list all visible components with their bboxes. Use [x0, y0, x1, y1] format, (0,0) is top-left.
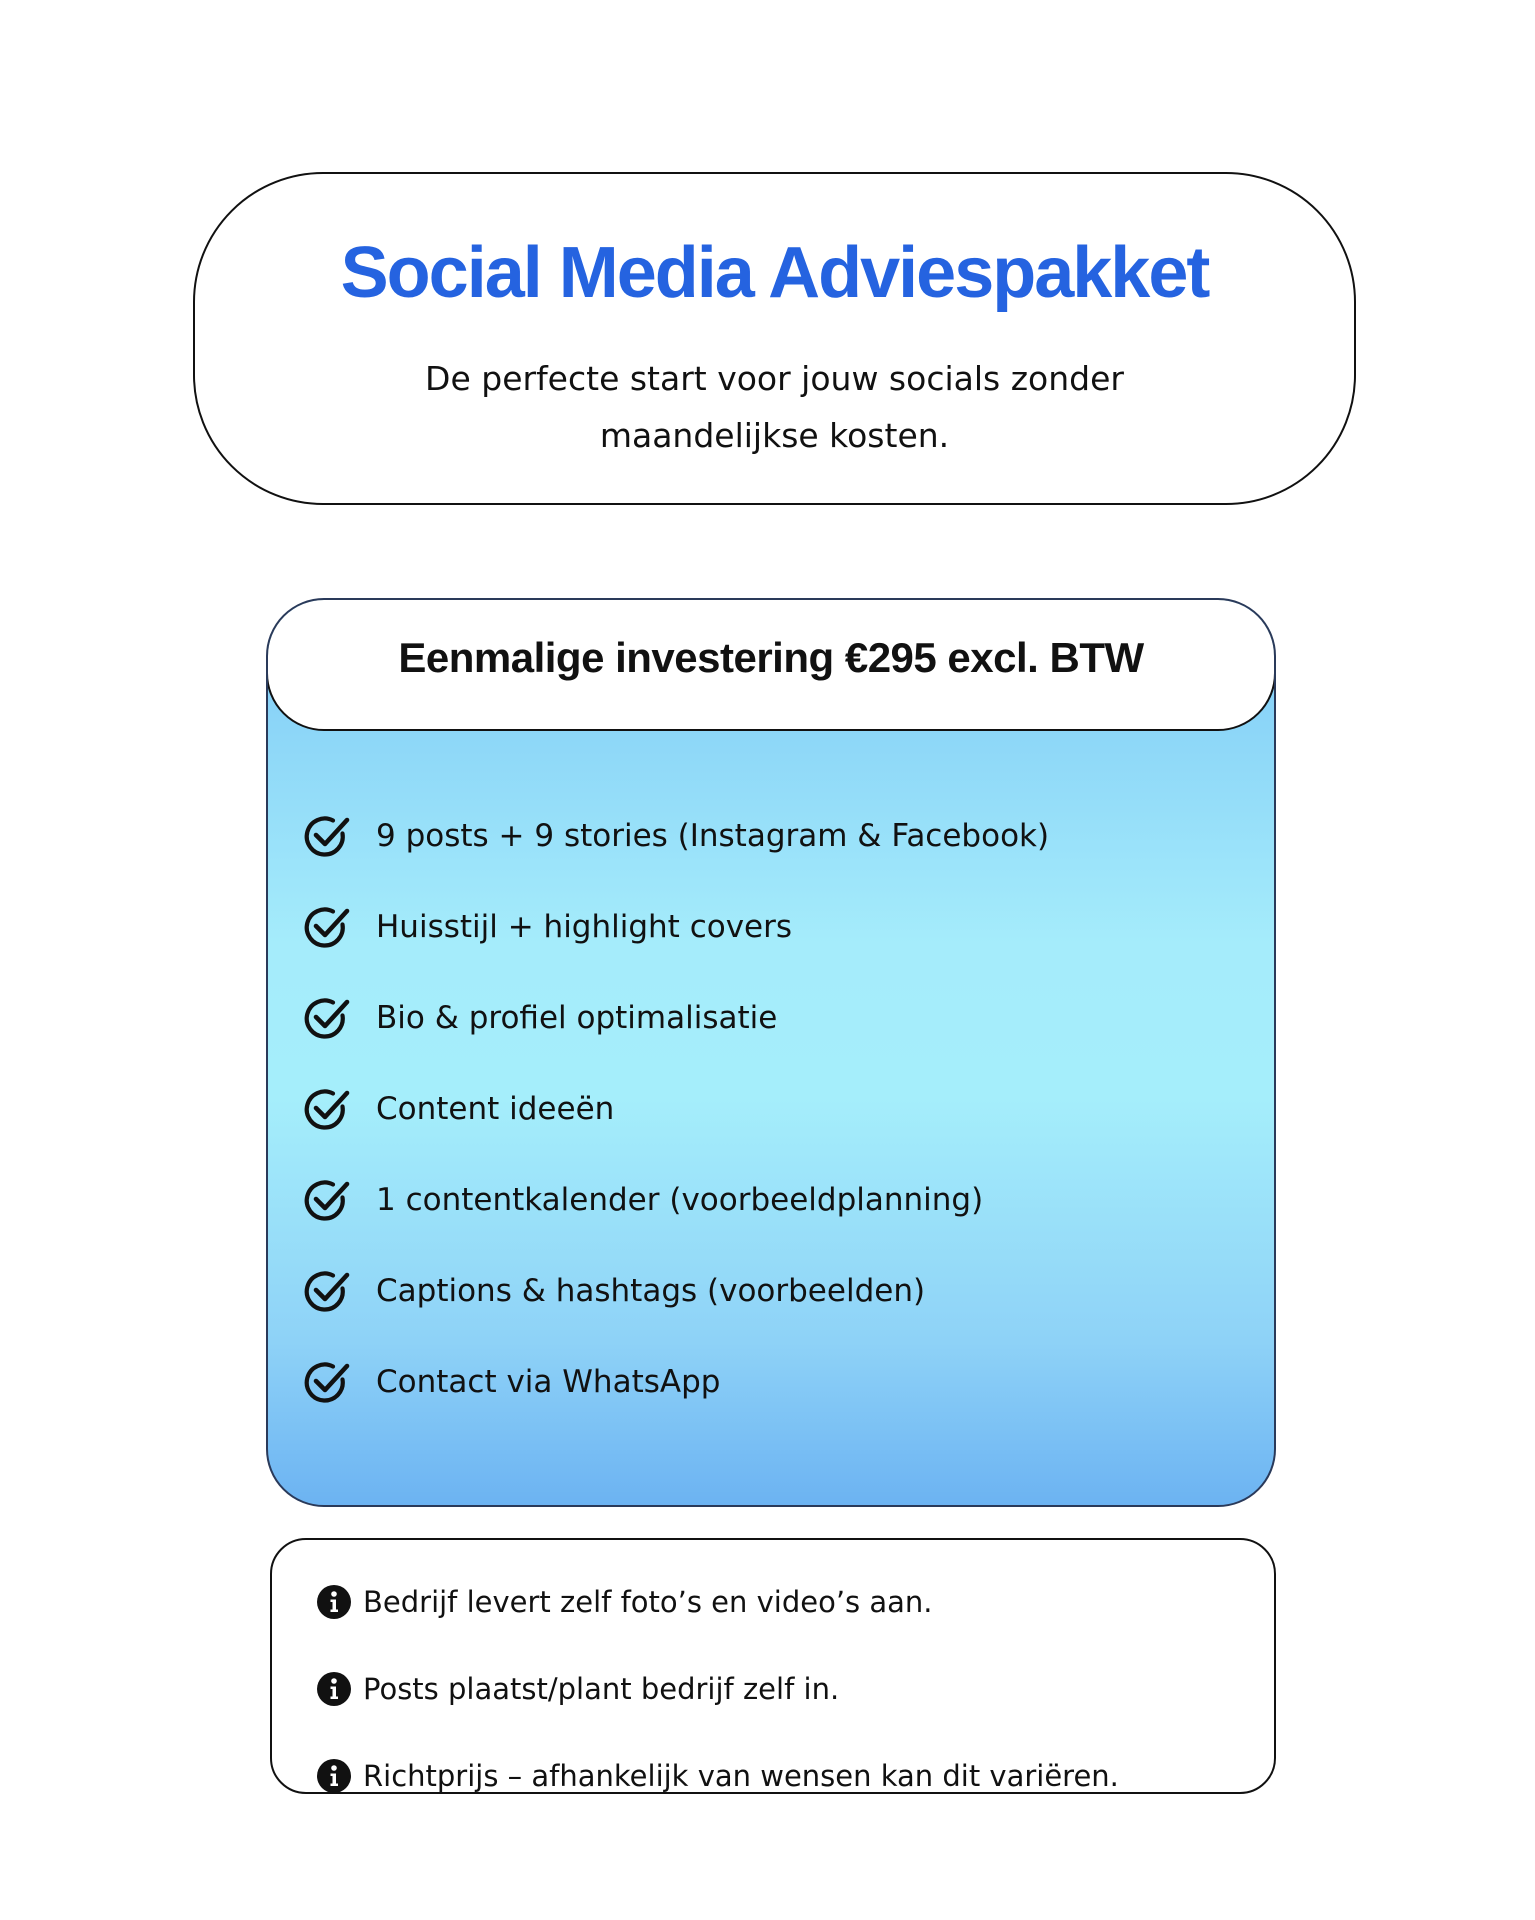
feature-item	[302, 881, 1049, 972]
note-item	[317, 1558, 1119, 1645]
price-label: Eenmalige investering €295 excl. BTW	[398, 633, 1144, 681]
check-circle-icon	[302, 1266, 352, 1316]
feature-item	[302, 1063, 1049, 1154]
check-circle-icon	[302, 1175, 352, 1225]
notes-card	[270, 1538, 1276, 1794]
info-icon	[317, 1585, 351, 1619]
info-icon	[317, 1672, 351, 1706]
feature-item	[302, 1154, 1049, 1245]
check-circle-icon	[302, 902, 352, 952]
note-label: Posts plaatst/plant bedrijf zelf in.	[363, 1671, 840, 1706]
feature-label: Captions & hashtags (voorbeelden)	[376, 1272, 926, 1309]
feature-item	[302, 1245, 1049, 1336]
feature-label: Huisstijl + highlight covers	[376, 908, 793, 945]
feature-label: Content ideeën	[376, 1090, 615, 1127]
page-subtitle: De perfecte start voor jouw socials zonder maandelijkse kosten.	[425, 359, 1124, 455]
check-circle-icon	[302, 993, 352, 1043]
header-card	[193, 172, 1356, 505]
note-label: Richtprijs – afhankelijk van wensen kan dit variëren.	[363, 1758, 1119, 1793]
pricing-card	[266, 598, 1276, 1507]
price-banner	[266, 598, 1276, 731]
note-item	[317, 1732, 1119, 1819]
check-circle-icon	[302, 1084, 352, 1134]
note-item	[317, 1645, 1119, 1732]
page-title: Social Media Adviespakket	[340, 233, 1209, 313]
feature-label: 1 contentkalender (voorbeeldplanning)	[376, 1181, 984, 1218]
check-circle-icon	[302, 811, 352, 861]
feature-label: Contact via WhatsApp	[376, 1363, 721, 1400]
feature-item	[302, 1336, 1049, 1427]
feature-list	[302, 790, 1049, 1427]
info-icon	[317, 1759, 351, 1793]
feature-item	[302, 972, 1049, 1063]
notes-list	[317, 1558, 1119, 1819]
feature-item	[302, 790, 1049, 881]
feature-label: 9 posts + 9 stories (Instagram & Facebook)	[376, 817, 1050, 854]
feature-label: Bio & profiel optimalisatie	[376, 999, 778, 1036]
note-label: Bedrijf levert zelf foto’s en video’s aan.	[363, 1584, 933, 1619]
check-circle-icon	[302, 1357, 352, 1407]
